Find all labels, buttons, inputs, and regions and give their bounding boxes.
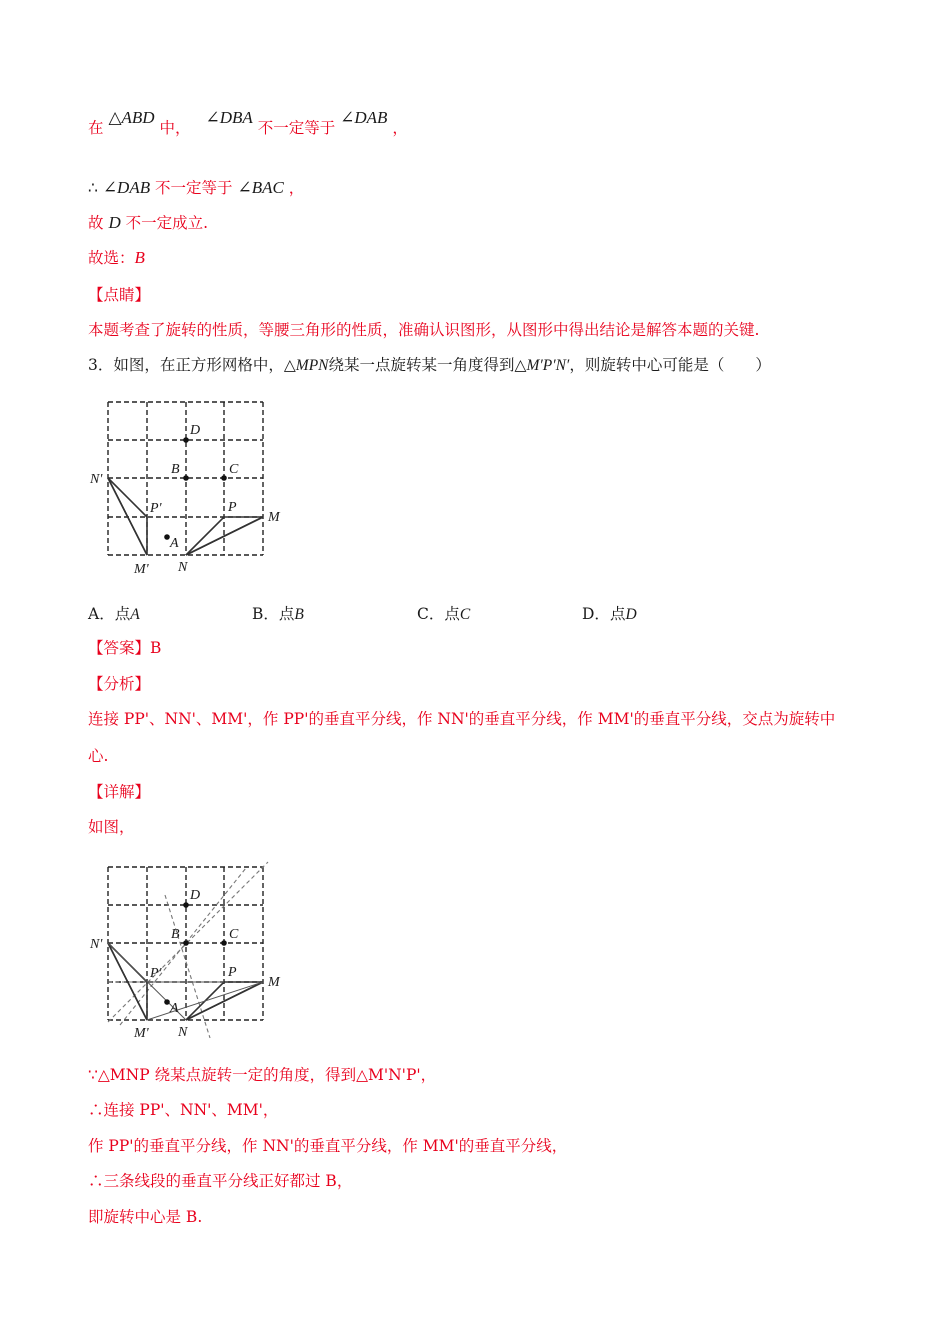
label-d-2: D bbox=[190, 888, 201, 903]
detail-step-5: 即旋转中心是 B. bbox=[88, 1208, 203, 1226]
comment-tag: 【点睛】 bbox=[88, 286, 151, 304]
label-d: D bbox=[190, 423, 201, 438]
line3-text: 不一定成立. bbox=[125, 214, 209, 232]
question-text-a: 如图，在正方形网格中，△ bbox=[113, 356, 296, 374]
option-c[interactable]: C．点C bbox=[417, 605, 471, 623]
label-n-prime-2: N' bbox=[90, 937, 103, 952]
line1-end: ， bbox=[392, 119, 408, 137]
answer-value: B bbox=[150, 639, 162, 657]
bisector-lines bbox=[108, 862, 268, 1038]
label-m-prime: M' bbox=[134, 562, 149, 577]
line4-prefix: 故选： bbox=[88, 249, 135, 267]
line3-prefix: 故 bbox=[88, 214, 104, 232]
comment-text: 本题考查了旋转的性质，等腰三角形的性质，准确认识图形，从图形中得出结论是解答本题的关键. bbox=[88, 321, 760, 339]
angle-dab: ∠DAB bbox=[340, 108, 388, 127]
triangle-mpn-prime: M′P′N′ bbox=[526, 357, 570, 374]
label-n-2: N bbox=[178, 1025, 188, 1040]
angle-bac: ∠BAC bbox=[237, 178, 284, 197]
option-a[interactable]: A．点A bbox=[88, 605, 140, 623]
line4-answer: B bbox=[134, 248, 145, 267]
bisector-line-nn bbox=[165, 895, 210, 1038]
point-c-2 bbox=[221, 940, 227, 946]
solution-line-2 bbox=[88, 178, 304, 198]
label-n-prime: N' bbox=[90, 472, 103, 487]
triangle-symbol: △ bbox=[108, 108, 122, 127]
point-c bbox=[221, 475, 227, 481]
question-figure bbox=[80, 392, 320, 582]
triangle-mpn: MPN bbox=[295, 357, 329, 374]
label-c: C bbox=[229, 462, 239, 477]
label-m-prime-2: M' bbox=[134, 1026, 149, 1041]
analysis-line-2: 心. bbox=[88, 747, 109, 765]
label-n: N bbox=[178, 560, 188, 575]
line1-text: 不一定等于 bbox=[257, 119, 336, 137]
analysis-line-1: 连接 PP'、NN'、MM'，作 PP'的垂直平分线，作 NN'的垂直平分线，作 MM'的垂直平分线，交点为旋转中 bbox=[88, 710, 836, 728]
angle-dba: ∠DBA bbox=[205, 108, 253, 127]
label-b-2: B bbox=[171, 927, 180, 942]
label-p-2: P bbox=[228, 965, 237, 980]
line1-prefix: 在 bbox=[88, 119, 104, 137]
point-a-2 bbox=[164, 999, 170, 1005]
label-a-2: A bbox=[170, 1001, 179, 1016]
triangle-abd: ABD bbox=[121, 108, 155, 127]
solution-line-4 bbox=[88, 248, 145, 268]
therefore-symbol: ∴ bbox=[88, 179, 98, 197]
question-text-b: 绕某一点旋转某一角度得到△ bbox=[328, 356, 527, 374]
question-3 bbox=[88, 355, 771, 376]
point-b bbox=[183, 475, 189, 481]
detail-intro: 如图， bbox=[88, 818, 135, 836]
label-m-2: M bbox=[268, 975, 280, 990]
detail-tag: 【详解】 bbox=[88, 783, 151, 801]
detail-step-1: ∵△MNP 绕某点旋转一定的角度，得到△M'N'P'， bbox=[88, 1066, 437, 1084]
angle-dab-2: ∠DAB bbox=[102, 178, 151, 197]
point-d-2 bbox=[183, 902, 189, 908]
detail-step-2: ∴连接 PP'、NN'、MM'， bbox=[88, 1101, 279, 1119]
option-b[interactable]: B．点B bbox=[252, 605, 304, 623]
label-b: B bbox=[171, 462, 180, 477]
letter-d: D bbox=[108, 213, 121, 232]
solution-line-3 bbox=[88, 213, 208, 233]
line2-end: ， bbox=[288, 179, 305, 197]
solution-line-1 bbox=[88, 108, 408, 138]
detail-step-3: 作 PP'的垂直平分线，作 NN'的垂直平分线，作 MM'的垂直平分线， bbox=[88, 1137, 568, 1155]
analysis-tag: 【分析】 bbox=[88, 675, 151, 693]
question-number: 3． bbox=[88, 356, 114, 374]
label-c-2: C bbox=[229, 927, 239, 942]
detail-step-4: ∴三条线段的垂直平分线正好都过 B， bbox=[88, 1172, 353, 1190]
point-d bbox=[183, 437, 189, 443]
label-a: A bbox=[170, 536, 179, 551]
option-d[interactable]: D．点D bbox=[582, 605, 637, 623]
bisector-line-pp bbox=[120, 868, 246, 1025]
answer-tag: 【答案】 bbox=[88, 639, 151, 657]
label-p-prime-2: P' bbox=[150, 966, 162, 981]
line1-mid: 中， bbox=[159, 119, 191, 137]
point-a bbox=[164, 534, 170, 540]
answer-line bbox=[88, 638, 161, 658]
label-p: P bbox=[228, 500, 237, 515]
question-text-c: ，则旋转中心可能是（ ） bbox=[569, 356, 771, 374]
label-p-prime: P' bbox=[150, 501, 162, 516]
label-m: M bbox=[268, 510, 280, 525]
line2-text: 不一定等于 bbox=[155, 179, 233, 197]
point-b-2 bbox=[183, 940, 189, 946]
solution-figure bbox=[80, 855, 320, 1045]
